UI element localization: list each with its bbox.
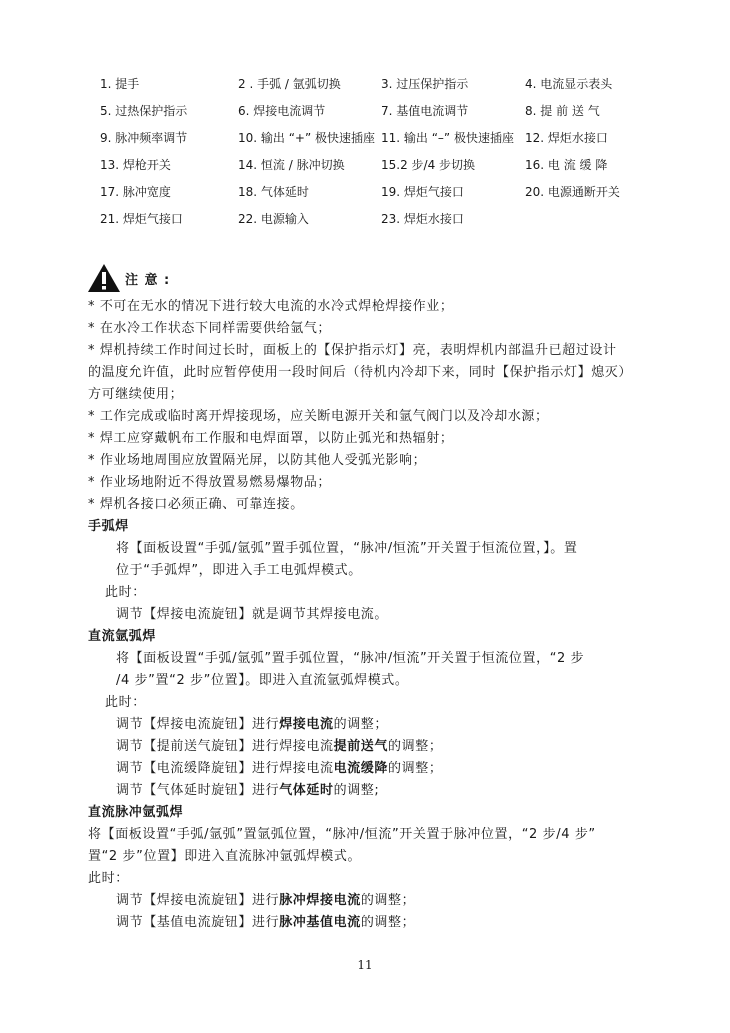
paragraph-line: 位于“手弧焊”，即进入手工电弧焊模式。 (116, 563, 362, 578)
part-item: 1. 提手 (100, 77, 140, 91)
part-item: 22. 电源输入 (238, 212, 309, 226)
part-item: 15.2 步/4 步切换 (381, 158, 476, 172)
part-item: 17. 脉冲宽度 (100, 185, 171, 199)
part-item: 20. 电源通断开关 (525, 185, 620, 199)
part-item: 18. 气体延时 (238, 185, 309, 199)
part-item: 7. 基值电流调节 (381, 104, 469, 118)
parts-row (100, 70, 660, 97)
caution-item: * 在水冷工作状态下同样需要供给氩气； (88, 321, 332, 336)
parts-row (100, 97, 660, 124)
part-item: 16. 电 流 缓 降 (525, 158, 608, 172)
part-item: 12. 焊炬水接口 (525, 131, 608, 145)
part-item: 5. 过热保护指示 (100, 104, 188, 118)
part-item: 21. 焊炬气接口 (100, 212, 183, 226)
part-item: 14. 恒流 / 脉冲切换 (238, 158, 345, 172)
part-item: 23. 焊炬水接口 (381, 212, 464, 226)
adjust-line: 调节【焊接电流旋钮】进行焊接电流的调整； (116, 717, 389, 732)
section-heading: 直流脉冲氩弧焊 (88, 805, 184, 820)
caution-item: * 焊机持续工作时间过长时，面板上的【保护指示灯】亮，表明焊机内部温升已超过设计 (88, 343, 617, 358)
parts-row (100, 205, 660, 232)
caution-header (87, 263, 170, 293)
part-item: 3. 过压保护指示 (381, 77, 469, 91)
caution-item: * 焊工应穿戴帆布工作服和电焊面罩，以防止弧光和热辐射； (88, 431, 454, 446)
adjust-line: 调节【电流缓降旋钮】进行焊接电流电流缓降的调整； (116, 761, 443, 776)
adjust-line: 调节【提前送气旋钮】进行焊接电流提前送气的调整； (116, 739, 443, 754)
now-label: 此时： (105, 585, 146, 600)
caution-item: * 作业场地附近不得放置易燃易爆物品； (88, 475, 332, 490)
part-item: 2 . 手弧 / 氩弧切换 (238, 77, 341, 91)
paragraph-line: 将【面板设置“手弧/氩弧”置手弧位置，“脉冲/恒流”开关置于恒流位置，】。置 (116, 541, 578, 556)
paragraph-line: /4 步”置“2 步”位置】。即进入直流氩弧焊模式。 (116, 673, 409, 688)
page-number: 11 (357, 958, 373, 972)
adjust-line: 调节【气体延时旋钮】进行气体延时的调整; (116, 783, 380, 798)
part-item: 10. 输出 “+” 极快速插座 (238, 131, 376, 145)
part-item: 9. 脉冲频率调节 (100, 131, 188, 145)
caution-label: 注 意 : (125, 272, 171, 288)
paragraph-line: 置“2 步”位置】即进入直流脉冲氩弧焊模式。 (88, 849, 362, 864)
adjust-line: 调节【焊接电流旋钮】进行脉冲焊接电流的调整； (116, 893, 416, 908)
adjust-line: 调节【基值电流旋钮】进行脉冲基值电流的调整； (116, 915, 416, 930)
caution-item: 的温度允许值，此时应暂停使用一段时间后（待机内冷却下来，同时【保护指示灯】熄灭） (88, 365, 633, 380)
caution-item: 方可继续使用； (88, 387, 184, 402)
parts-row (100, 178, 660, 205)
parts-row (100, 124, 660, 151)
caution-item: * 工作完成或临时离开焊接现场，应关断电源开关和氩气阀门以及冷却水源； (88, 409, 549, 424)
caution-item: * 不可在无水的情况下进行较大电流的水冷式焊枪焊接作业； (88, 299, 454, 314)
part-item: 4. 电流显示表头 (525, 77, 613, 91)
adjust-line: 调节【焊接电流旋钮】就是调节其焊接电流。 (116, 607, 389, 622)
part-item: 13. 焊枪开关 (100, 158, 171, 172)
paragraph-line: 将【面板设置“手弧/氩弧”置氩弧位置，“脉冲/恒流”开关置于脉冲位置，“2 步/4 步” (88, 827, 596, 842)
caution-item: * 作业场地周围应放置隔光屏，以防其他人受弧光影响； (88, 453, 427, 468)
part-item: 11. 输出 “–” 极快速插座 (381, 131, 514, 145)
part-item: 8. 提 前 送 气 (525, 104, 600, 118)
section-heading: 手弧焊 (88, 519, 129, 534)
section-heading: 直流氩弧焊 (88, 629, 157, 644)
now-label: 此时： (105, 695, 146, 710)
warning-icon (87, 263, 121, 293)
caution-item: * 焊机各接口必须正确、可靠连接。 (88, 497, 304, 512)
parts-list (100, 70, 660, 232)
now-label: 此时： (88, 871, 129, 886)
parts-row (100, 151, 660, 178)
part-item: 19. 焊炬气接口 (381, 185, 464, 199)
caution-list (88, 296, 673, 934)
part-item: 6. 焊接电流调节 (238, 104, 326, 118)
paragraph-line: 将【面板设置“手弧/氩弧”置手弧位置，“脉冲/恒流”开关置于恒流位置，“2 步 (116, 651, 585, 666)
